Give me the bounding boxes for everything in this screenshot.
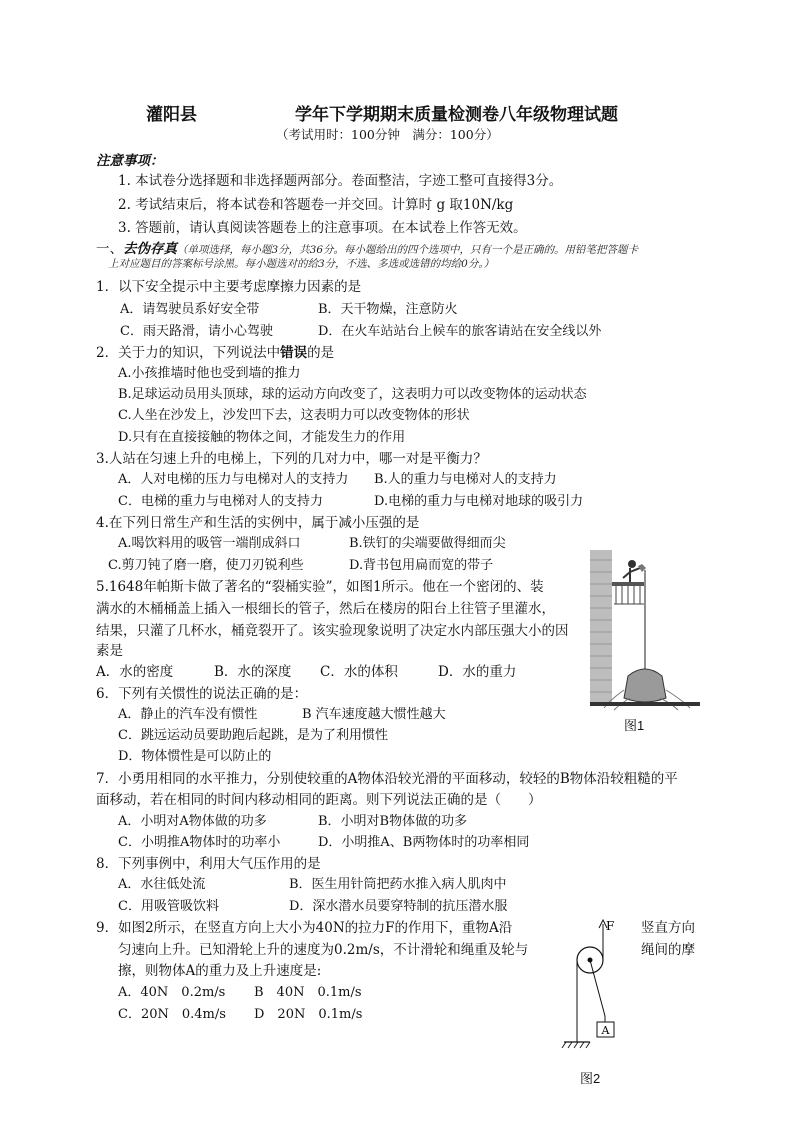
q5-line-2: 满水的木桶桶盖上插入一根细长的管子，然后在楼房的阳台上往管子里灌水，: [96, 601, 555, 617]
section-1-desc-line1: （单项选择，每小题3分，共36分。每小题给出的四个选项中，只有一个是正确的。用铅笔把答题卡: [177, 244, 639, 256]
exam-info: （考试用时：100分钟 满分：100分）: [276, 127, 499, 142]
notice-item-2: 2. 考试结束后，将本试卷和答题卷一并交回。计算时 g 取10N/kg: [118, 197, 514, 213]
q8-stem: 8．下列事例中，利用大气压作用的是: [96, 856, 321, 872]
q2-option-c: C.人坐在沙发上，沙发凹下去，这表明力可以改变物体的形状: [118, 408, 470, 423]
notice-item-1: 1. 本试卷分选择题和非选择题两部分。卷面整洁，字迹工整可直接得3分。: [118, 173, 563, 189]
q1-option-d: D．在火车站站台上候车的旅客请站在安全线以外: [318, 324, 602, 339]
q1-option-a: A．请驾驶员系好安全带: [120, 302, 260, 317]
q3-option-a: A．人对电梯的压力与电梯对人的支持力: [118, 472, 349, 487]
q5-option-c: C．水的体积: [320, 664, 398, 680]
q6-option-c: C．跳远运动员要助跑后起跳，是为了利用惯性: [118, 728, 388, 743]
q6-option-d: D．物体惯性是可以防止的: [118, 749, 272, 764]
q5-option-d: D．水的重力: [438, 664, 517, 680]
pulley-diagram: [560, 916, 630, 1056]
q4-stem: 4.在下列日常生产和生活的实例中，属于减小压强的是: [96, 515, 420, 531]
county-name: 灌阳县: [146, 105, 197, 125]
q9-option-b: B 40N 0.1m/s: [254, 985, 362, 1000]
notice-item-3: 3. 答题前，请认真阅读答题卷上的注意事项。在本试卷上作答无效。: [118, 220, 527, 236]
notice-heading: 注意事项：: [96, 153, 164, 169]
q6-option-b: B 汽车速度越大惯性越大: [302, 707, 446, 722]
q8-option-b: B．医生用针筒把药水推入病人肌肉中: [289, 877, 507, 892]
q9-option-a: A．40N 0.2m/s: [118, 985, 226, 1000]
q7-option-d: D．小明推A、B两物体时的功率相同: [318, 835, 530, 850]
q5-option-b: B．水的深度: [214, 664, 292, 680]
q5-line-1: 5.1648年帕斯卡做了著名的“裂桶实验”，如图1所示。他在一个密闭的、装: [96, 579, 544, 595]
q8-option-d: D．深水潜水员要穿特制的抗压潜水服: [289, 899, 508, 914]
q8-option-a: A．水往低处流: [118, 877, 206, 892]
q9-line-1-right: 竖直方向: [641, 920, 695, 936]
pulley-label-a: A: [601, 1024, 610, 1037]
q3-option-d: D.电梯的重力与电梯对地球的吸引力: [374, 494, 584, 509]
figure-2-caption: 图2: [580, 1071, 601, 1086]
section-1-name: 去伪存真: [123, 241, 177, 257]
q3-option-b: B.人的重力与电梯对人的支持力: [374, 472, 557, 487]
q4-option-c: C.剪刀钝了磨一磨，使刀刃锐利些: [108, 558, 304, 573]
q4-option-a: A.喝饮料用的吸管一端削成斜口: [118, 536, 301, 551]
q2-option-b: B.足球运动员用头顶球，球的运动方向改变了，这表明力可以改变物体的运动状态: [118, 387, 587, 402]
q2-stem: [96, 341, 334, 361]
q9-option-c: C．20N 0.4m/s: [118, 1007, 226, 1022]
q7-option-b: B．小明对B物体做的功多: [318, 814, 468, 829]
q2-stem-post: 的是: [307, 345, 335, 361]
q5-line-3: 结果，只灌了几杯水，桶竟裂开了。该实验现象说明了决定水内部压强大小的因: [96, 623, 569, 639]
q2-stem-pre: 2．关于力的知识，下列说法中: [96, 345, 281, 361]
q9-line-2-right: 绳间的摩: [641, 942, 695, 958]
q1-stem: 1．以下安全提示中主要考虑摩擦力因素的是: [96, 279, 362, 295]
q9-line-1: 9．如图2所示，在竖直方向上大小为40N的拉力F的作用下，重物A沿: [96, 920, 513, 936]
q5-option-a: A．水的密度: [96, 664, 174, 680]
q3-stem: 3.人站在匀速上升的电梯上，下列的几对力中，哪一对是平衡力？: [96, 451, 487, 467]
q9-line-3: 擦，则物体A的重力及上升速度是:: [118, 963, 322, 979]
q2-stem-bold: 错误: [280, 345, 308, 361]
section-1-desc-line2: 上对应题目的答案标号涂黑。每小题选对的给3分，不选、多选或选错的均给0分。）: [108, 258, 495, 270]
q7-line-2: 面移动，若在相同的时间内移动相同的距离。则下列说法正确的是（ ）: [96, 792, 542, 808]
figure-2-pulley: [560, 916, 630, 1056]
q3-option-c: C．电梯的重力与电梯对人的支持力: [118, 494, 323, 509]
q4-option-b: B.铁钉的尖端要做得细而尖: [349, 536, 506, 551]
pulley-label-f: F: [606, 919, 615, 933]
q4-option-d: D.背书包用扁而宽的带子: [349, 558, 494, 573]
q7-option-c: C．小明推A物体时的功率小: [118, 835, 281, 850]
q2-option-a: A.小孩推墙时他也受到墙的推力: [118, 366, 301, 381]
q2-option-d: D.只有在直接接触的物体之间，才能发生力的作用: [118, 430, 406, 445]
q5-line-4: 素是: [96, 643, 123, 659]
q1-option-b: B．天干物燥，注意防火: [318, 302, 458, 317]
q7-line-1: 7．小勇用相同的水平推力，分别使较重的A物体沿较光滑的平面移动，较轻的B物体沿较粗糙的平: [96, 771, 678, 787]
section-1-prefix: 一、: [96, 241, 123, 257]
figure-1-caption: 图1: [624, 718, 645, 733]
q9-line-2: 匀速向上升。已知滑轮上升的速度为0.2m/s，不计滑轮和绳重及轮与: [118, 942, 529, 958]
figure-1-barrel-experiment: [590, 550, 700, 712]
barrel-experiment-illustration: [590, 550, 700, 712]
q1-option-c: C．雨天路滑，请小心驾驶: [120, 324, 273, 339]
exam-title: 学年下学期期末质量检测卷八年级物理试题: [295, 105, 618, 125]
q8-option-c: C．用吸管吸饮料: [118, 899, 219, 914]
q9-option-d: D 20N 0.1m/s: [254, 1007, 363, 1022]
q7-option-a: A．小明对A物体做的功多: [118, 814, 267, 829]
q6-option-a: A．静止的汽车没有惯性: [118, 707, 258, 722]
q6-stem: 6．下列有关惯性的说法正确的是：: [96, 686, 308, 702]
